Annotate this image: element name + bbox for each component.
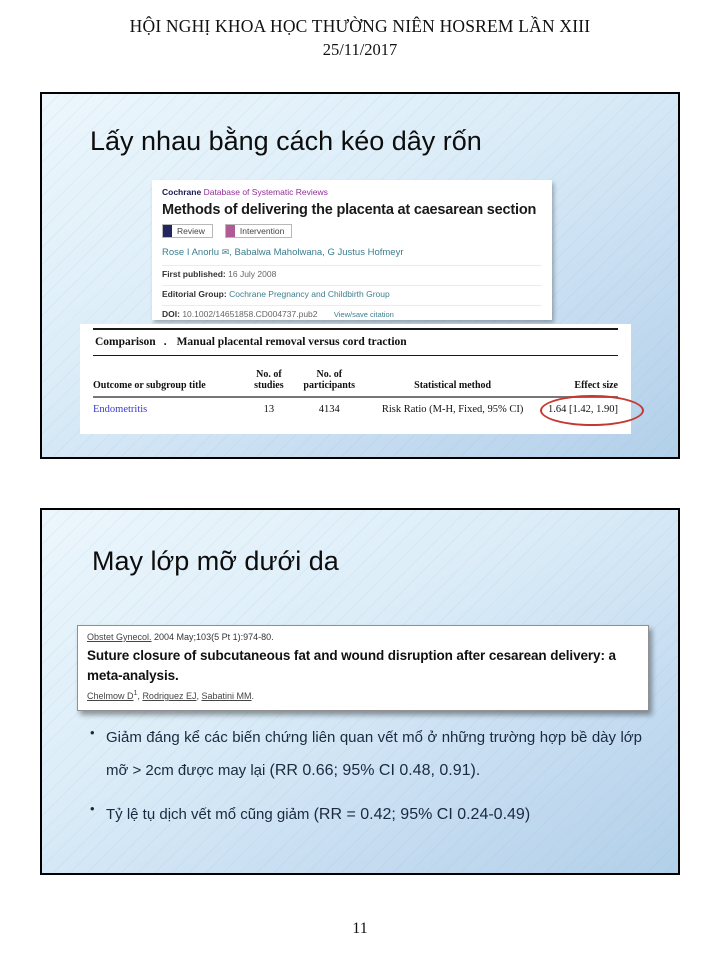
conference-date: 25/11/2017 <box>322 40 398 59</box>
intervention-tag-label: Intervention <box>239 226 285 236</box>
comparison-separator: . <box>163 336 167 348</box>
cochrane-article-panel <box>152 180 552 320</box>
bullet-2-text <box>106 798 530 832</box>
slide2-title: May lớp mỡ dưới da <box>92 546 339 576</box>
slide2-bullets <box>90 722 642 841</box>
cochrane-tags <box>162 224 542 238</box>
doi-value: 10.1002/14651858.CD004737.pub2 <box>182 309 318 319</box>
slide1-title: Lấy nhau bằng cách kéo dây rốn <box>90 126 482 156</box>
header-studies: No. of studies <box>254 369 284 391</box>
cell-studies: 13 <box>263 404 275 415</box>
authors-rest[interactable]: , Babalwa Maholwana, G Justus Hofmeyr <box>229 247 404 258</box>
cochrane-database-label: Database of Systematic Reviews <box>201 187 328 197</box>
first-published-label: First published: <box>162 269 226 279</box>
intervention-tag <box>225 224 292 238</box>
author-rodriguez-link[interactable]: Rodriguez EJ <box>142 691 197 702</box>
cochrane-article-title: Methods of delivering the placenta at caesarean section <box>162 202 537 218</box>
highlight-ellipse <box>540 395 644 426</box>
author-chelmow-link[interactable]: Chelmow D <box>87 691 134 702</box>
journal-name-link[interactable]: Obstet Gynecol. <box>87 632 152 642</box>
bullet-1 <box>90 722 642 789</box>
header-participants: No. of participants <box>303 369 356 391</box>
editorial-group-label: Editorial Group: <box>162 289 227 299</box>
doi-label: DOI: <box>162 309 180 319</box>
review-tag <box>162 224 213 238</box>
cochrane-logo-text: Cochrane <box>162 187 202 197</box>
table-header-row <box>93 369 618 391</box>
outcome-endometritis-link[interactable]: Endometritis <box>93 404 148 415</box>
slide-1 <box>40 92 680 459</box>
authors-terminator: . <box>251 691 255 702</box>
conference-title: HỘI NGHỊ KHOA HỌC THƯỜNG NIÊN HOSREM LẦN XIII <box>129 16 591 36</box>
doi-row <box>162 305 542 320</box>
editorial-group-row <box>162 285 542 302</box>
cell-method: Risk Ratio (M-H, Fixed, 95% CI) <box>381 404 524 415</box>
bullet-2-vietnamese: Tỷ lệ tụ dịch vết mổ cũng giảm <box>106 805 314 823</box>
effect-value: 1.64 [1.42, 1.90] <box>548 404 618 415</box>
comparison-value: Manual placental removal versus cord traction <box>176 336 407 348</box>
comparison-label: Comparison <box>95 336 156 348</box>
view-save-citation-link[interactable]: View/save citation <box>333 310 394 319</box>
email-icon[interactable]: ✉ <box>221 247 230 257</box>
author-anorlu[interactable]: Rose I Anorlu <box>162 247 220 258</box>
bullet-1-stat: (RR 0.66; 95% CI 0.48, 0.91). <box>269 762 481 780</box>
cochrane-authors <box>162 244 542 262</box>
table-row <box>93 404 618 415</box>
comparison-heading <box>93 328 618 356</box>
comparison-table <box>80 324 631 434</box>
pubmed-authors <box>87 690 639 701</box>
citation-details: 2004 May;103(5 Pt 1):974-80. <box>151 632 274 642</box>
cell-participants: 4134 <box>318 404 340 415</box>
effect-value-wrap <box>548 404 618 415</box>
author-sep-2: , <box>196 691 202 702</box>
editorial-group-link[interactable]: Cochrane Pregnancy and Childbirth Group <box>229 289 390 299</box>
author-sabatini-link[interactable]: Sabatini MM <box>201 691 252 702</box>
author-affiliation-sup: 1 <box>133 690 138 698</box>
review-tag-label: Review <box>177 226 205 236</box>
bullet-2 <box>90 798 642 832</box>
header-effect: Effect size <box>574 380 618 391</box>
handout-header <box>0 16 720 60</box>
cell-effect <box>539 404 618 415</box>
page-number: 11 <box>352 920 368 937</box>
bullet-1-vietnamese: Giảm đáng kể các biến chứng liên quan vết mổ ở những trường hợp bề dày lớp mỡ > 2cm được may lại <box>106 729 642 780</box>
intervention-tag-icon <box>226 225 235 237</box>
bullet-2-stat: (RR = 0.42; 95% CI 0.24-0.49) <box>313 805 531 823</box>
pubmed-article-title: Suture closure of subcutaneous fat and wound disruption after cesarean delivery: a meta-analysis. <box>87 648 616 683</box>
author-sep-1: , <box>137 691 143 702</box>
bullet-1-marker: • <box>90 725 95 740</box>
journal-citation-line <box>87 632 639 642</box>
review-tag-icon <box>163 225 172 237</box>
slide-2 <box>40 508 680 875</box>
cochrane-brand-line <box>162 187 542 197</box>
pubmed-citation-panel <box>77 625 649 711</box>
header-method: Statistical method <box>414 380 492 391</box>
first-published-value: 16 July 2008 <box>228 269 277 279</box>
bullet-2-marker: • <box>90 800 95 816</box>
bullet-1-text <box>106 722 642 789</box>
table-divider <box>93 396 618 398</box>
header-outcome: Outcome or subgroup title <box>93 380 206 391</box>
first-published-row <box>162 265 542 282</box>
